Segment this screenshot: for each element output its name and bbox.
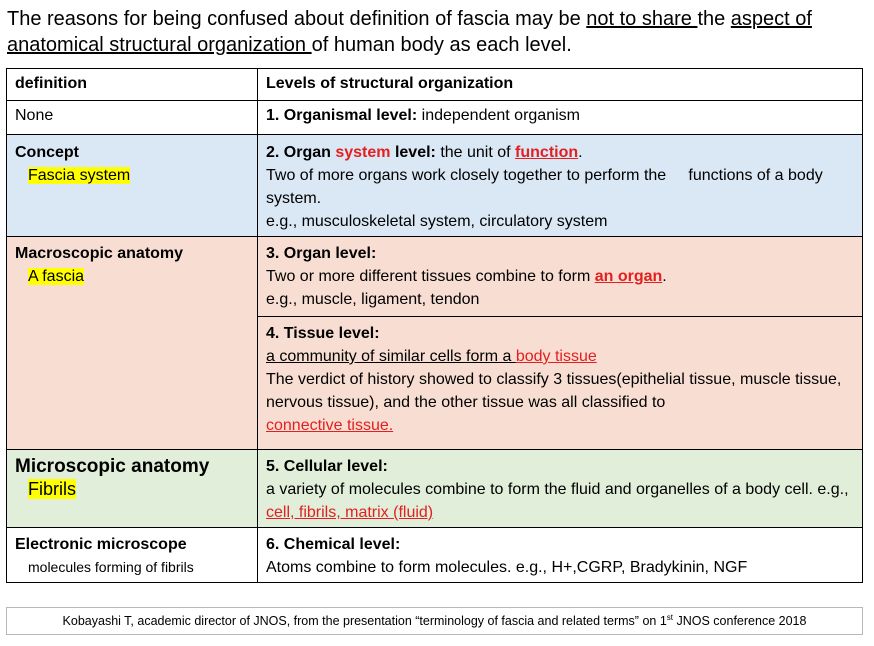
title-underlined-not-to-share: not to share <box>586 8 698 30</box>
citation-text: JNOS conference 2018 <box>673 614 807 628</box>
level-description: a variety of molecules combine to form the fluid and organelles of a body cell. e.g., <box>266 481 849 498</box>
table-row-organ <box>7 237 863 317</box>
level-text-red: function <box>515 144 579 161</box>
table-row-cellular <box>7 450 863 528</box>
level-label: 1. Organismal level: <box>266 107 418 124</box>
definition-subtext: molecules forming of fibrils <box>28 559 194 575</box>
slide-title <box>7 6 869 58</box>
level-cell <box>258 135 863 237</box>
citation-superscript: st <box>666 612 674 622</box>
level-cell <box>258 237 863 317</box>
level-example: e.g., musculoskeletal system, circulatory system <box>266 213 608 230</box>
definition-cell <box>7 101 258 135</box>
definition-highlight: Fascia system <box>28 167 131 184</box>
citation-footer <box>6 607 863 635</box>
title-text: the <box>697 8 731 30</box>
definition-cell <box>7 135 258 237</box>
level-label: 2. Organ <box>266 144 336 161</box>
level-description: Atoms combine to form molecules. e.g., H+,CGRP, Bradykinin, NGF <box>266 559 748 576</box>
level-text: . <box>578 144 583 161</box>
level-text: the unit of <box>435 144 516 161</box>
level-label: 5. Cellular level: <box>266 458 388 475</box>
definition-highlight: Fibrils <box>28 479 76 499</box>
level-description: Two of more organs work closely together to perform the functions of a body system. <box>266 167 828 207</box>
definition-text: Electronic microscope <box>15 536 187 553</box>
level-cell <box>258 101 863 135</box>
level-label: 3. Organ level: <box>266 245 377 262</box>
level-description: a community of similar cells form a <box>266 348 516 365</box>
title-text: of human body as each level. <box>311 34 572 56</box>
level-text-red: cell, fibrils, matrix (fluid) <box>266 504 434 521</box>
level-text: independent organism <box>417 107 580 124</box>
level-text-red: body tissue <box>515 348 597 365</box>
definition-highlight: A fascia <box>28 268 85 285</box>
level-description: . <box>662 268 667 285</box>
level-cell <box>258 317 863 450</box>
definition-text: Concept <box>15 144 79 161</box>
table-row-chemical <box>7 528 863 583</box>
level-example: e.g., muscle, ligament, tendon <box>266 291 480 308</box>
level-text-red: an organ <box>594 268 663 285</box>
definition-cell <box>7 450 258 528</box>
level-label: level: <box>390 144 436 161</box>
definition-cell <box>7 528 258 583</box>
table-row-organ-system <box>7 135 863 237</box>
level-label: 6. Chemical level: <box>266 536 401 553</box>
level-description: Two or more different tissues combine to form <box>266 268 595 285</box>
level-label: 4. Tissue level: <box>266 325 380 342</box>
title-underlined-aspect: aspect of anatomical structural organization <box>7 8 812 56</box>
definition-text: Microscopic anatomy <box>15 456 210 477</box>
citation-text: Kobayashi T, academic director of JNOS, from the presentation “terminology of fascia and related terms” on 1 <box>62 614 667 628</box>
header-levels: Levels of structural organization <box>258 69 863 101</box>
table-header-row <box>7 69 863 101</box>
level-text-red: connective tissue. <box>266 417 394 434</box>
table-row-organismal <box>7 101 863 135</box>
level-description: The verdict of history showed to classify 3 tissues(epithelial tissue, muscle tissue, nervous tissue), and the other tissue was all classified to <box>266 371 842 411</box>
level-cell <box>258 528 863 583</box>
level-cell <box>258 450 863 528</box>
definition-text: None <box>15 107 54 124</box>
header-definition: definition <box>7 69 258 101</box>
structural-organization-table <box>6 68 863 583</box>
title-text: The reasons for being confused about definition of fascia may be <box>7 8 587 30</box>
definition-cell <box>7 237 258 450</box>
level-label-red: system <box>335 144 391 161</box>
definition-text: Macroscopic anatomy <box>15 245 184 262</box>
